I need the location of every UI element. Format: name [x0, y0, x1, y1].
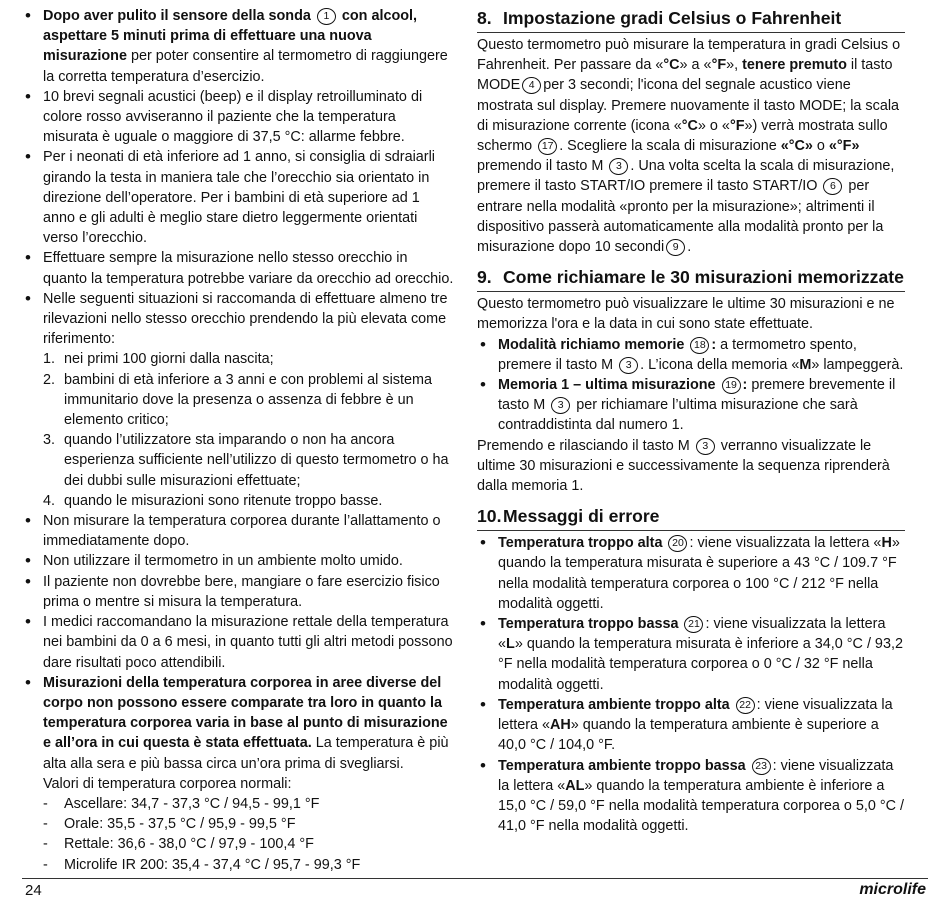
list-item: • Temperatura troppo bassa 21 : viene visualizzata la lettera «L» quando la temperatura misurata è inferiore a 34,0 °C / 93,2 °F nella modalità temperatura corporea o 0 °C / 32 °F nella modalità oggetti. — [477, 614, 905, 695]
list-item: • Modalità richiamo memorie 18 : a termometro spento, premere il tasto M 3 . L’icona della memoria «M» lampeggerà. — [477, 335, 905, 375]
ref-circle: 22 — [736, 697, 755, 714]
section-body: Questo termometro può misurare la temperatura in gradi Celsius o Fahrenheit. Per passare da «°C» a «°F», tenere premuto il tasto MODE 4 per 3 secondi; l'icona del segnale acustico viene mostrata sul display. Premere nuovamente il tasto MODE; la scala di misurazione corrente (icona «°C» o «°F») verrà mostrata sullo schermo 17 . Scegliere la scala di misurazione «°C» o «°F» premendo il tasto M 3 . Una volta scelta la scala di misurazione, premere il tasto START/IO premere il tasto START/IO 6 per entrare nella modalità «pronto per la misurazione»; altrimenti il dispositivo passerà automaticamente alla modalità pronto per la misurazione dopo 10 secondi 9 . — [477, 37, 901, 256]
section-8 — [477, 6, 905, 257]
ref-circle: 3 — [696, 438, 715, 455]
footer-rule — [22, 878, 928, 879]
error-list — [477, 533, 905, 836]
section-9 — [477, 265, 905, 496]
list-item: • Non utilizzare il termometro in un ambiente molto umido. — [22, 551, 454, 571]
list-item: • I medici raccomandano la misurazione rettale della temperatura nei bambini da 0 a 6 mesi, in quanto tutti gli altri metodi possono dare risultati poco attendibili. — [22, 612, 454, 673]
section-heading: 10.Messaggi di errore — [477, 504, 905, 531]
list-item: • Memoria 1 – ultima misurazione 19 : premere brevemente il tasto M 3 per richiamare l’ultima misurazione che sarà contraddistinta dal numero 1. — [477, 375, 905, 436]
ref-circle: 3 — [619, 357, 638, 374]
list-item: • Temperatura troppo alta 20 : viene visualizzata la lettera «H» quando la temperatura misurata è superiore a 43 °C / 109.7 °F nella modalità temperatura corporea o 100 °C / 212 °F nella modalità oggetti. — [477, 533, 905, 614]
list-item: 3. quando l’utilizzatore sta imparando o non ha ancora esperienza sufficiente nell’utilizzo di questo termometro o ha dei dubbi sulle misurazioni effettuate; — [43, 432, 449, 489]
list-item: • Per i neonati di età inferiore ad 1 anno, si consiglia di sdraiarli girando la testa in maniera tale che l’orecchio sia orientato in direzione dell’operatore. Per i bambini di età superiore ad 1 anno e gli adulti è meglio stare dietro leggermente orientati verso l’orecchio. — [22, 147, 454, 248]
list-item: • Non misurare la temperatura corporea durante l’allattamento o immediatamente dopo. — [22, 511, 454, 551]
temperature-ranges — [43, 794, 454, 875]
list-item: • Temperatura ambiente troppo bassa 23 : viene visualizzata la lettera «AL» quando la temperatura ambiente è inferiore a 15,0 °C / 59,0 °F nella modalità temperatura corporea o 5,0 °C / 41,0 °F nella modalità oggetti. — [477, 756, 905, 837]
section-intro: Questo termometro può visualizzare le ultime 30 misurazioni e ne memorizza l'ora e la data in cui sono state effettuate. — [477, 296, 895, 333]
list-item: 4. quando le misurazioni sono ritenute troppo basse. — [43, 492, 383, 509]
list-item: • Temperatura ambiente troppo alta 22 : viene visualizzata la lettera «AH» quando la temperatura ambiente è superiore a 40,0 °C / 104,0 °F. — [477, 695, 905, 756]
list-item: - Rettale: 36,6 - 38,0 °C / 97,9 - 100,4 °F — [43, 834, 454, 854]
ref-circle: 19 — [722, 377, 741, 394]
ref-circle: 18 — [690, 337, 709, 354]
page-number: 24 — [25, 882, 42, 899]
section-outro: Premendo e rilasciando il tasto M 3 verranno visualizzate le ultime 30 misurazioni e successivamente la sequenza riprenderà dalla memoria 1. — [477, 437, 890, 495]
ref-circle: 3 — [609, 158, 628, 175]
memory-list — [477, 335, 905, 436]
ref-circle: 20 — [668, 535, 687, 552]
ref-circle: 6 — [823, 178, 842, 195]
list-item: • Il paziente non dovrebbe bere, mangiare o fare esercizio fisico prima o mentre si misura la temperatura. — [22, 572, 454, 612]
list-item: • 10 brevi segnali acustici (beep) e il display retroilluminato di colore rosso avviseranno il paziente che la temperatura misurata è uguale o maggiore di 37,5 °C: allarme febbre. — [22, 87, 454, 148]
ref-circle: 23 — [752, 758, 771, 775]
list-item: • Misurazioni della temperatura corporea in aree diverse del corpo non possono essere comparate tra loro in quanto la temperatura corporea varia in base al punto di misurazione e all’ora in cui questa è stata effettuata. La temperatura è più alta alla sera e più bassa circa un’ora prima di svegliarsi. Valori di temperatura corporea normali: - Ascellare: 34,7 - 37,3 °C / 94,5 - 99,1 °F - Orale: 35,5 - 37,5 °C / 95,9 - 99,5 °F - Rettale: 36,6 - 38,0 °C / 97,9 - 100,4 °F - Microlife IR 200: 35,4 - 37,4 °C / 95,7 - 99,3 °F — [22, 673, 454, 875]
ref-circle: 17 — [538, 138, 557, 155]
start-sentence: premere il tasto START/IO — [649, 178, 822, 195]
ref-circle: 3 — [551, 397, 570, 414]
list-item: - Microlife IR 200: 35,4 - 37,4 °C / 95,7 - 99,3 °F — [43, 855, 454, 875]
section-heading: 8. Impostazione gradi Celsius o Fahrenheit — [477, 6, 905, 33]
ref-circle: 1 — [317, 8, 336, 25]
list-item: • Nelle seguenti situazioni si raccomanda di effettuare almeno tre rilevazioni nello stesso orecchio prendendo la più elevata come riferimento: 1. nei primi 100 giorni dalla nascita; 2. bambini di età inferiore a 3 anni e con problemi al sistema immunitario dove la presenza o assenza di febbre è un elemento critico; 3. quando l’utilizzatore sta imparando o non ha ancora esperienza sufficiente nell’utilizzo di questo termometro o ha dei dubbi sulle misurazioni effettuate; 4. quando le misurazioni sono ritenute troppo basse. — [22, 289, 454, 511]
list-item: • Effettuare sempre la misurazione nello stesso orecchio in quanto la temperatura potrebbe variare da orecchio ad orecchio. — [22, 248, 454, 288]
brand-logo: microlife — [859, 881, 926, 898]
section-10 — [477, 504, 905, 836]
list-item: - Orale: 35,5 - 37,5 °C / 95,9 - 99,5 °F — [43, 814, 454, 834]
list-item: - Ascellare: 34,7 - 37,3 °C / 94,5 - 99,1 °F — [43, 794, 454, 814]
list-item: 1. nei primi 100 giorni dalla nascita; — [43, 351, 274, 368]
section-heading: 9. Come richiamare le 30 misurazioni memorizzate — [477, 265, 905, 292]
ref-circle: 4 — [522, 77, 541, 94]
list-item: 2. bambini di età inferiore a 3 anni e con problemi al sistema immunitario dove la presenza o assenza di febbre è un elemento critico; — [43, 371, 432, 429]
left-column — [22, 6, 454, 875]
right-column — [477, 6, 905, 844]
precautions-list — [22, 6, 454, 875]
numbered-list — [43, 349, 454, 511]
ref-circle: 21 — [684, 616, 703, 633]
ref-circle: 9 — [666, 239, 685, 256]
list-item: • Dopo aver pulito il sensore della sonda 1 con alcool, aspettare 5 minuti prima di effettuare una nuova misurazione per poter consentire al termometro di raggiungere la corretta temperatura d’esercizio. — [22, 6, 454, 87]
